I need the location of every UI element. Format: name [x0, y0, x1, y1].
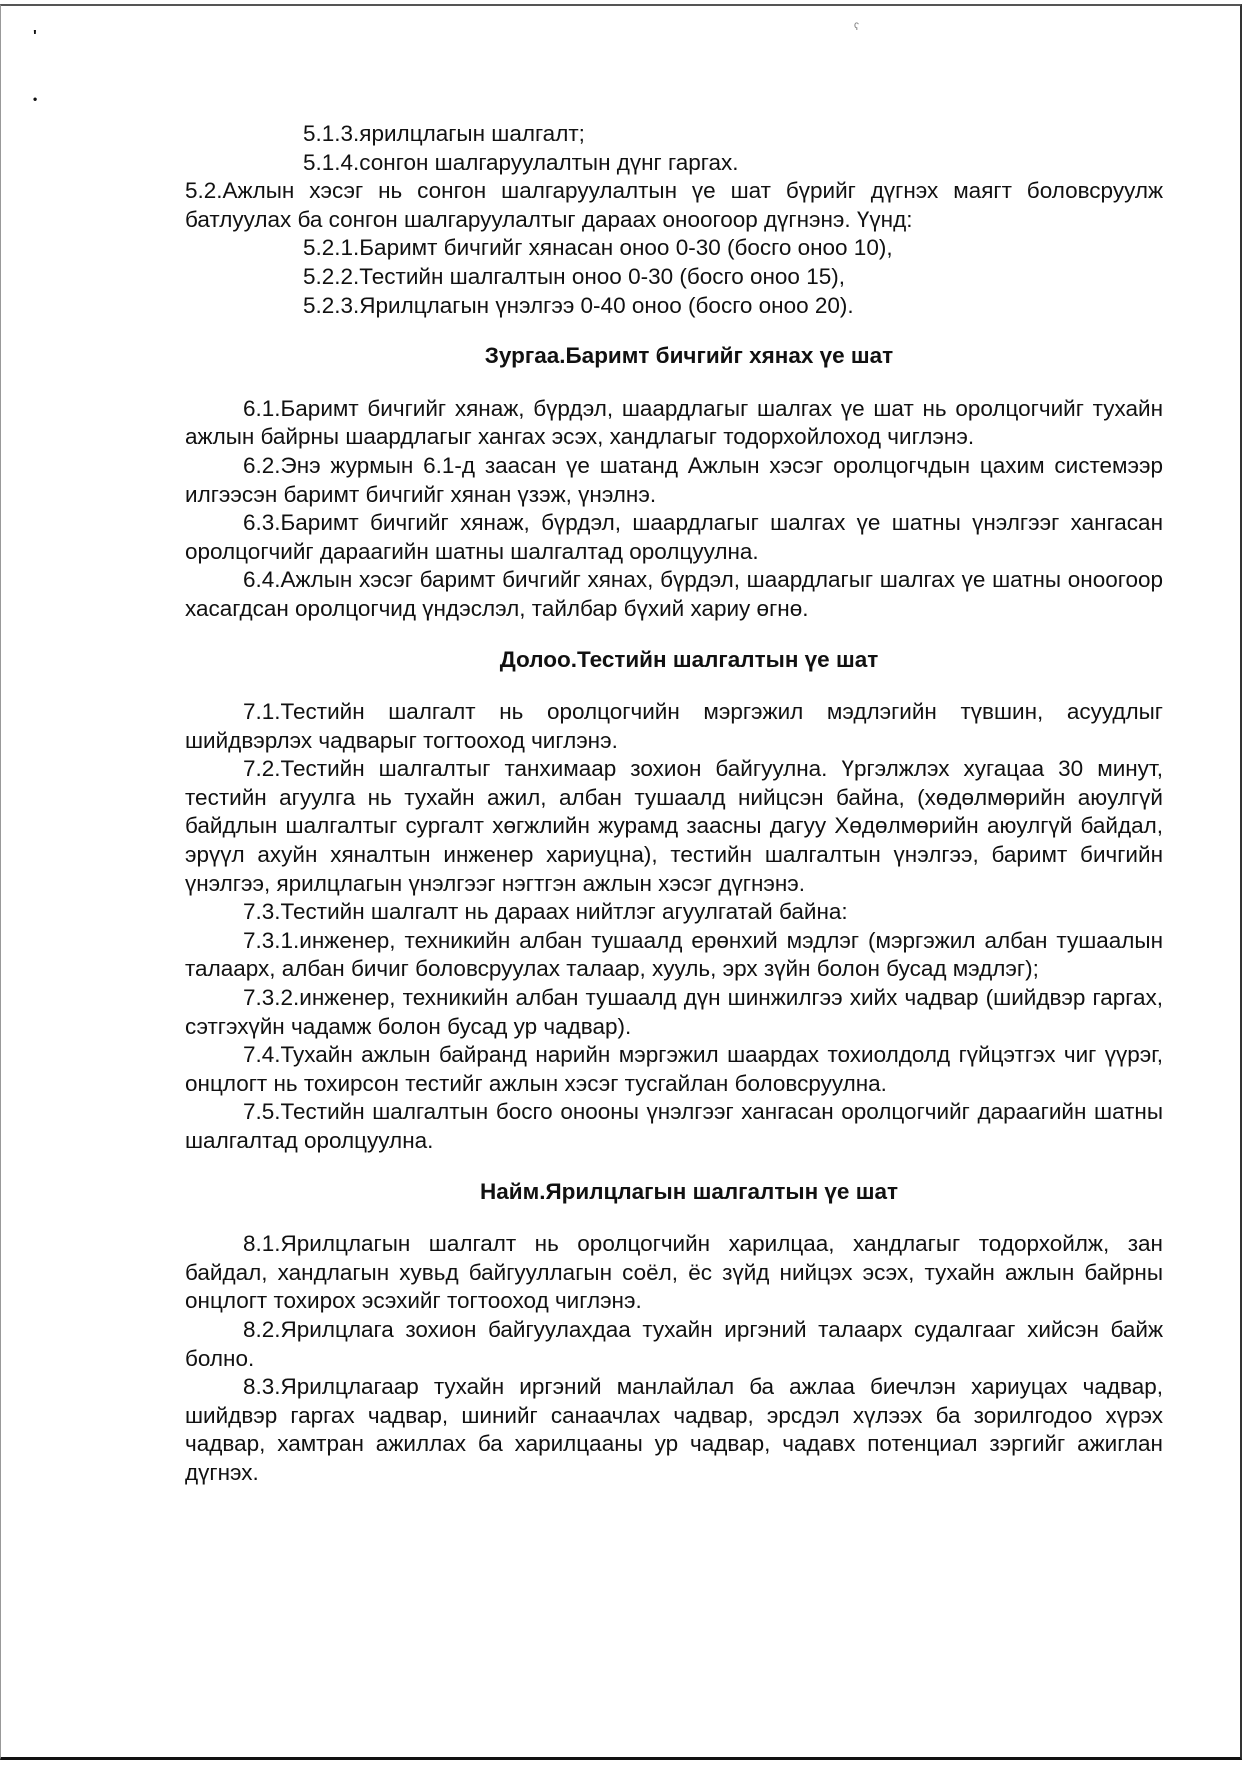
paragraph-8-1: 8.1.Ярилцлагын шалгалт нь оролцогчийн харилцаа, хандлагыг тодорхойлж, зан байдал, хандлагын хувьд байгууллагын соёл, ёс зүйд нийцэх эсэх, тухайн ажлын байрны онцлогт тохирох эсэхийг тогтооход чиглэнэ.: [185, 1231, 1163, 1314]
paragraph-6-3: 6.3.Баримт бичгийг хянаж, бүрдэл, шаардлагыг шалгах үе шатны үнэлгээг хангасан оролцогчийг дараагийн шатны шалгалтад оролцуулна.: [185, 510, 1163, 564]
paragraph-6-2: 6.2.Энэ журмын 6.1-д заасан үе шатанд Ажлын хэсэг оролцогчдын цахим системээр илгээсэн баримт бичгийг хянан үзэж, үнэлнэ.: [185, 452, 1163, 507]
list-item-5-2-1: 5.2.1.Баримт бичгийг хянасан оноо 0-30 (босго оноо 10),: [303, 235, 893, 261]
scanned-page: [0, 4, 1242, 1760]
section-6-heading: Зургаа.Баримт бичгийг хянах үе шат: [484, 343, 894, 369]
paragraph-7-3-2: 7.3.2.инженер, техникийн албан тушаалд дүн шинжилгээ хийх чадвар (шийдвэр гаргах, сэтгэхүйн чадамж болон бусад ур чадвар).: [185, 985, 1163, 1039]
paragraph-8-3: 8.3.Ярилцлагаар тухайн иргэний манлайлал ба ажлаа биечлэн хариуцах чадвар, шийдвэр гаргах чадвар, шинийг санаачлах чадвар, эрсдэл хүлээх ба зорилгодоо хүрэх чадвар, хамтран ажиллах ба харилцааны ур чадвар, чадавх потенциал зэргийг ажиглан дүгнэх.: [185, 1374, 1163, 1485]
paragraph-6-4: 6.4.Ажлын хэсэг баримт бичгийг хянах, бүрдэл, шаардлагыг шалгах үе шатны оноогоор хасагдсан оролцогчид үндэслэл, тайлбар бүхий хариу өгнө.: [185, 567, 1163, 621]
scan-mark: •: [33, 92, 38, 106]
list-item-5-2-3: 5.2.3.Ярилцлагын үнэлгээ 0-40 оноо (босго оноо 20).: [303, 292, 854, 318]
paragraph-7-4: 7.4.Тухайн ажлын байранд нарийн мэргэжил шаардах тохиолдолд гүйцэтгэх чиг үүрэг, онцлогт нь тохирсон тестийг ажлын хэсэг тусгайлан боловсруулна.: [185, 1042, 1163, 1096]
document-body: [185, 120, 1163, 1488]
paragraph-7-3: 7.3.Тестийн шалгалт нь дараах нийтлэг агуулгатай байна:: [243, 899, 848, 925]
list-item-5-2-2: 5.2.2.Тестийн шалгалтын оноо 0-30 (босго оноо 15),: [303, 263, 845, 289]
section-8-heading: Найм.Ярилцлагын шалгалтын үе шат: [480, 1178, 898, 1204]
scan-mark: ʕ: [854, 22, 859, 33]
paragraph-7-1: 7.1.Тестийн шалгалт нь оролцогчийн мэргэжил мэдлэгийн түвшин, асуудлыг шийдвэрлэх чадварыг тогтооход чиглэнэ.: [185, 699, 1163, 753]
paragraph-6-1: 6.1.Баримт бичгийг хянаж, бүрдэл, шаардлагыг шалгах үе шат нь оролцогчийг тухайн ажлын байрны шаардлагыг хангах эсэх, хандлагыг тодорхойлоход чиглэнэ.: [185, 395, 1163, 450]
list-item-5-1-3: 5.1.3.ярилцлагын шалгалт;: [303, 121, 585, 146]
scan-mark: ': [33, 28, 37, 45]
paragraph-5-2: 5.2.Ажлын хэсэг нь сонгон шалгаруулалтын үе шат бүрийг дүгнэх маягт боловсруулж батлуулах ба сонгон шалгаруулалтыг дараах оноогоор дүгнэнэ. Үүнд:: [185, 178, 1163, 232]
paragraph-7-3-1: 7.3.1.инженер, техникийн албан тушаалд ерөнхий мэдлэг (мэргэжил албан тушаалын талаарх, албан бичиг боловсруулах талаар, хууль, эрх зүйн болон бусад мэдлэг);: [185, 927, 1163, 982]
section-7-heading: Долоо.Тестийн шалгалтын үе шат: [499, 646, 879, 672]
paragraph-7-5: 7.5.Тестийн шалгалтын босго онооны үнэлгээг хангасан оролцогчийг дараагийн шатны шалгалтад оролцуулна.: [185, 1099, 1163, 1153]
list-item-5-1-4: 5.1.4.сонгон шалгаруулалтын дүнг гаргах.: [303, 149, 739, 175]
paragraph-8-2: 8.2.Ярилцлага зохион байгуулахдаа тухайн иргэний талаарх судалгааг хийсэн байж болно.: [185, 1316, 1163, 1371]
paragraph-7-2: 7.2.Тестийн шалгалтыг танхимаар зохион байгуулна. Үргэлжлэх хугацаа 30 минут, тестийн агуулга нь тухайн ажил, албан тушаалд нийцсэн байна, (хөдөлмөрийн аюулгүй байдлын шалгалтыг сургалт хөгжлийн журамд заасны дагуу Хөдөлмөрийн аюулгүй байдал, эрүүл ахуйн хяналтын инженер хариуцна), тестийн шалгалтын үнэлгээ, баримт бичгийн үнэлгээ, ярилцлагын үнэлгээг нэгтгэн ажлын хэсэг дүгнэнэ.: [185, 756, 1163, 896]
